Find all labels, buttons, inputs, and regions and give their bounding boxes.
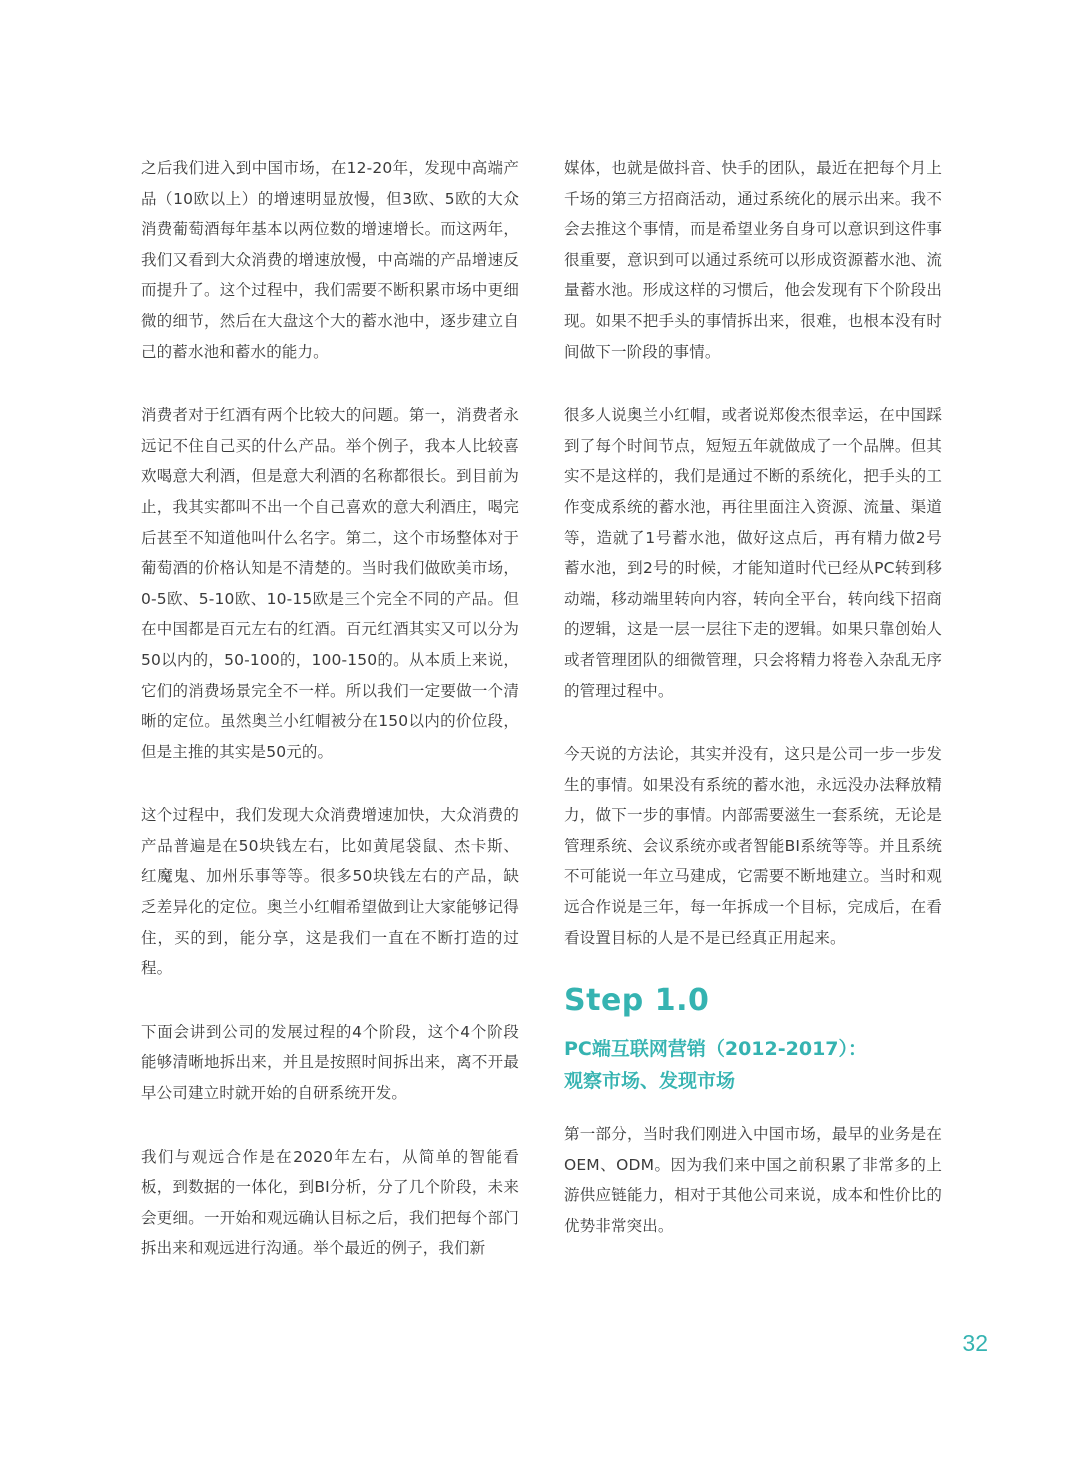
paragraph: 今天说的方法论，其实并没有，这只是公司一步一步发生的事情。如果没有系统的蓄水池，永远没办法释放精力，做下一步的事情。内部需要滋生一套系统，无论是管理系统、会议系统亦或者智能BI系统等等。并且系统不可能说一年立马建成，它需要不断地建立。当时和观远合作说是三年，每一年拆成一个目标，完成后，在看看设置目标的人是不是已经真正用起来。: [564, 745, 942, 947]
paragraph: 很多人说奥兰小红帽，或者说郑俊杰很幸运，在中国踩到了每个时间节点，短短五年就做成了一个品牌。但其实不是这样的，我们是通过不断的系统化，把手头的工作变成系统的蓄水池，再往里面注入资源、流量、渠道等，造就了1号蓄水池，做好这点后，再有精力做2号蓄水池，到2号的时候，才能知道时代已经从PC转到移动端，移动端里转向内容，转向全平台，转向线下招商的逻辑，这是一层一层往下走的逻辑。如果只靠创始人或者管理团队的细微管理，只会将精力将卷入杂乱无序的管理过程中。: [564, 406, 942, 700]
section-heading: Step 1.0: [564, 983, 710, 1019]
paragraph: 我们与观远合作是在2020年左右，从简单的智能看板，到数据的一体化，到BI分析，分了几个阶段，未来会更细。一开始和观远确认目标之后，我们把每个部门拆出来和观远进行沟通。举个最近的例子，我们新: [141, 1147, 519, 1258]
page-number: 32: [962, 1330, 988, 1356]
subheading-line: PC端互联网营销（2012-2017）：: [564, 1038, 868, 1061]
paragraph: 下面会讲到公司的发展过程的4个阶段，这个4个阶段能够清晰地拆出来，并且是按照时间拆出来，离不开最早公司建立时就开始的自研系统开发。: [141, 1022, 519, 1103]
left-column: [141, 153, 519, 1264]
subheading-line: 观察市场、发现市场: [564, 1070, 736, 1093]
paragraph: 第一部分，当时我们刚进入中国市场，最早的业务是在OEM、ODM。因为我们来中国之前积累了非常多的上游供应链能力，相对于其他公司来说，成本和性价比的优势非常突出。: [564, 1125, 942, 1236]
paragraph: 媒体，也就是做抖音、快手的团队，最近在把每个月上千场的第三方招商活动，通过系统化的展示出来。我不会去推这个事情，而是希望业务自身可以意识到这件事很重要，意识到可以通过系统可以形成资源蓄水池、流量蓄水池。形成这样的习惯后，他会发现有下个阶段出现。如果不把手头的事情拆出来，很难，也根本没有时间做下一阶段的事情。: [564, 159, 942, 361]
paragraph: 之后我们进入到中国市场，在12-20年，发现中高端产品（10欧以上）的增速明显放慢，但3欧、5欧的大众消费葡萄酒每年基本以两位数的增速增长。而这两年，我们又看到大众消费的增速放慢，中高端的产品增速反而提升了。这个过程中，我们需要不断积累市场中更细微的细节，然后在大盘这个大的蓄水池中，逐步建立自己的蓄水池和蓄水的能力。: [141, 159, 519, 361]
section-subheading: [564, 1033, 942, 1097]
right-column: [564, 153, 942, 1242]
paragraph: 消费者对于红酒有两个比较大的问题。第一，消费者永远记不住自己买的什么产品。举个例子，我本人比较喜欢喝意大利酒，但是意大利酒的名称都很长。到目前为止，我其实都叫不出一个自己喜欢的意大利酒庄，喝完后甚至不知道他叫什么名字。第二，这个市场整体对于葡萄酒的价格认知是不清楚的。当时我们做欧美市场，0-5欧、5-10欧、10-15欧是三个完全不同的产品。但在中国都是百元左右的红酒。百元红酒其实又可以分为50以内的，50-100的，100-150的。从本质上来说，它们的消费场景完全不一样。所以我们一定要做一个清晰的定位。虽然奥兰小红帽被分在150以内的价位段，但是主推的其实是50元的。: [141, 406, 519, 761]
paragraph: 这个过程中，我们发现大众消费增速加快，大众消费的产品普遍是在50块钱左右，比如黄尾袋鼠、杰卡斯、红魔鬼、加州乐事等等。很多50块钱左右的产品，缺乏差异化的定位。奥兰小红帽希望做到让大家能够记得住，买的到，能分享，这是我们一直在不断打造的过程。: [141, 806, 519, 978]
